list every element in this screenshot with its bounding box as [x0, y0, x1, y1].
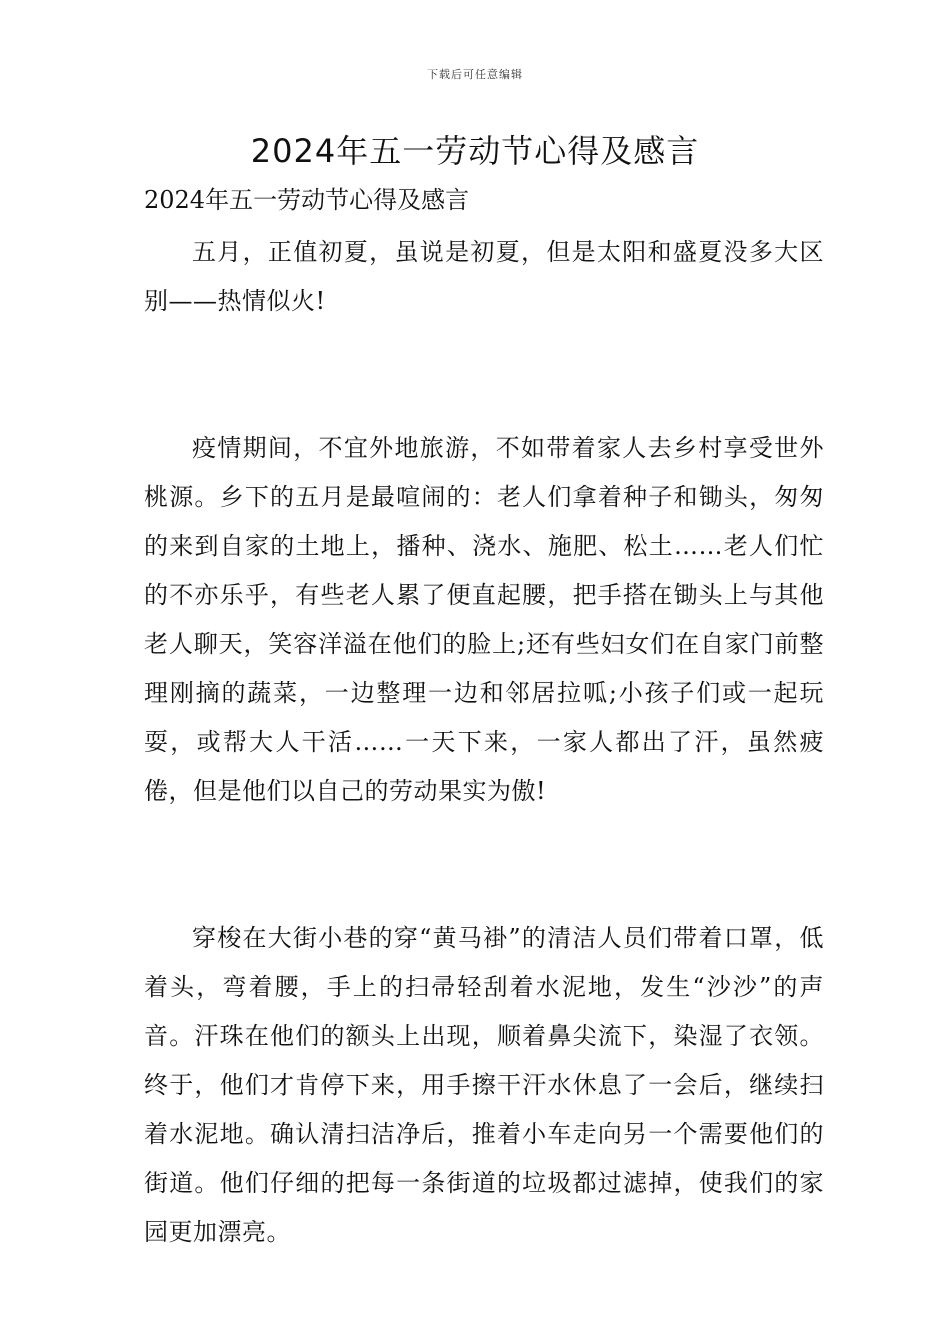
document-body	[144, 180, 824, 1257]
paragraph-1: 五月，正值初夏，虽说是初夏，但是太阳和盛夏没多大区别——热情似火!	[144, 238, 824, 315]
document-title: 2024年五一劳动节心得及感言	[250, 132, 700, 170]
paragraph-spacer	[144, 326, 824, 424]
document-subtitle: 2024年五一劳动节心得及感言	[144, 186, 470, 214]
header-note: 下载后可任意编辑	[427, 68, 523, 81]
paragraph-3: 穿梭在大街小巷的穿“黄马褂”的清洁人员们带着口罩，低着头，弯着腰，手上的扫帚轻刮着水泥地，发生“沙沙”的声音。汗珠在他们的额头上出现，顺着鼻尖流下，染湿了衣领。终于，他们才肯停下来，用手擦干汗水休息了一会后，继续扫着水泥地。确认清扫洁净后，推着小车走向另一个需要他们的街道。他们仔细的把每一条街道的垃圾都过滤掉，使我们的家园更加漂亮。	[144, 924, 824, 1246]
paragraph-2: 疫情期间，不宜外地旅游，不如带着家人去乡村享受世外桃源。乡下的五月是最喧闹的：老人们拿着种子和锄头，匆匆的来到自家的土地上，播种、浇水、施肥、松土……老人们忙的不亦乐乎，有些老人累了便直起腰，把手搭在锄头上与其他老人聊天，笑容洋溢在他们的脸上;还有些妇女们在自家门前整理刚摘的蔬菜，一边整理一边和邻居拉呱;小孩子们或一起玩耍，或帮大人干活……一天下来，一家人都出了汗，虽然疲倦，但是他们以自己的劳动果实为傲!	[144, 434, 824, 805]
paragraph-spacer	[144, 816, 824, 914]
